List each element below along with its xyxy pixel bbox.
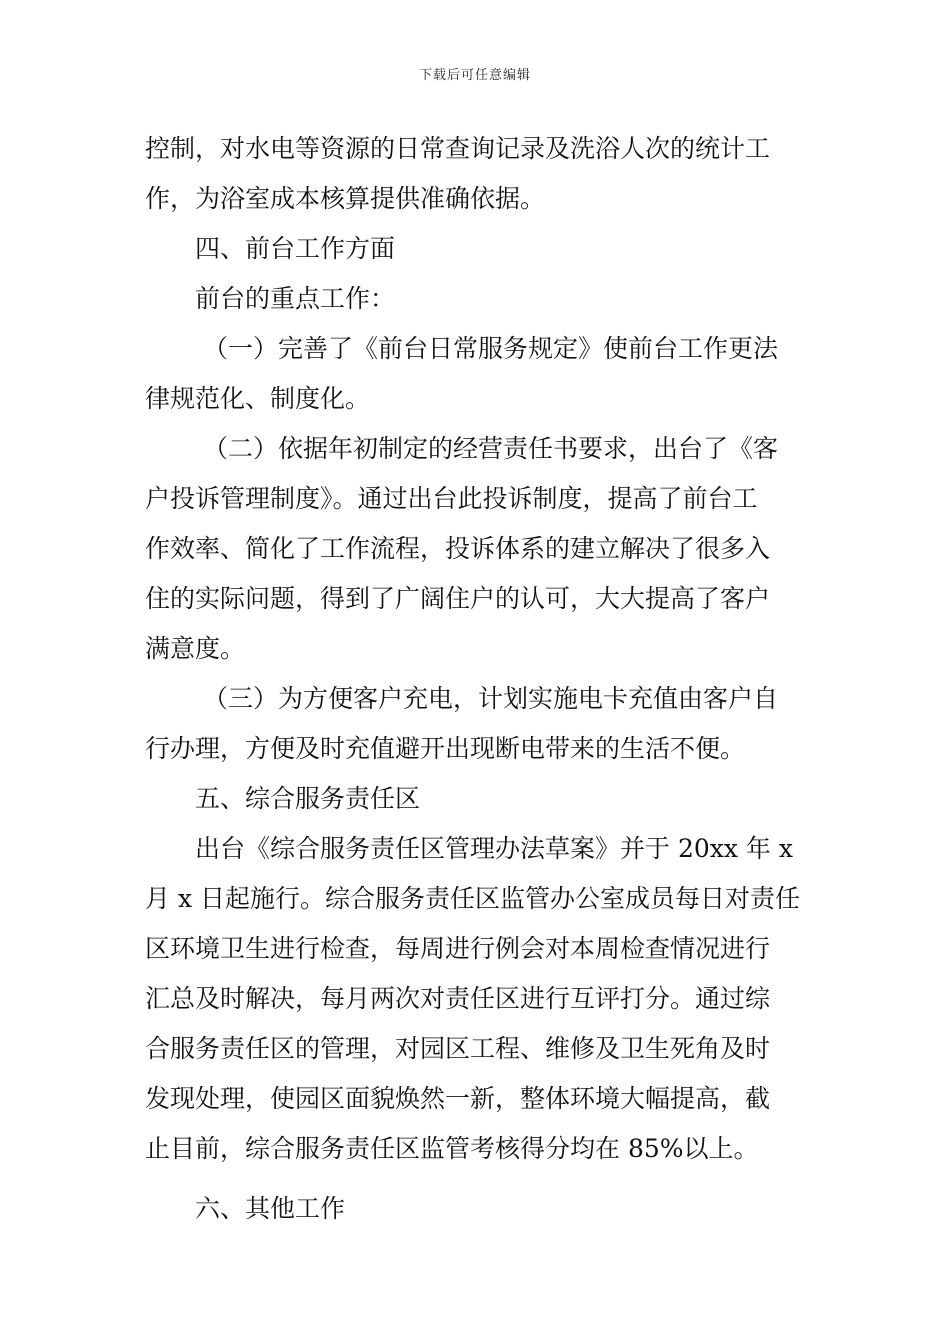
text-line: 控制，对水电等资源的日常查询记录及洗浴人次的统计工 xyxy=(145,134,771,163)
document-body xyxy=(145,124,810,1234)
text-line: 出台《综合服务责任区管理办法草案》并于 20xx 年 x xyxy=(195,834,793,863)
text-line: 作效率、简化了工作流程，投诉体系的建立解决了很多入 xyxy=(145,534,771,563)
section-heading-5: 五、综合服务责任区 xyxy=(195,784,421,813)
text-line: 户投诉管理制度》。通过出台此投诉制度，提高了前台工 xyxy=(145,484,758,513)
text-line: 住的实际问题，得到了广阔住户的认可，大大提高了客户 xyxy=(145,584,771,613)
section-heading-4: 四、前台工作方面 xyxy=(195,234,396,263)
text-line: 月 x 日起施行。综合服务责任区监管办公室成员每日对责任 xyxy=(145,884,800,913)
text-line: 行办理，方便及时充值避开出现断电带来的生活不便。 xyxy=(145,734,746,763)
text-line: 作，为浴室成本核算提供准确依据。 xyxy=(145,184,546,213)
text-line: 满意度。 xyxy=(145,634,246,663)
text-line: 前台的重点工作： xyxy=(195,284,396,313)
text-line: 汇总及时解决，每月两次对责任区进行互评打分。通过综 xyxy=(145,984,771,1013)
text-line: 发现处理，使园区面貌焕然一新，整体环境大幅提高，截 xyxy=(145,1084,771,1113)
text-line: 合服务责任区的管理，对园区工程、维修及卫生死角及时 xyxy=(145,1034,771,1063)
text-line: 区环境卫生进行检查，每周进行例会对本周检查情况进行 xyxy=(145,934,771,963)
list-item-3: （三）为方便客户充电，计划实施电卡充值由客户自 xyxy=(203,684,779,713)
page-header-note: 下载后可任意编辑 xyxy=(418,68,531,83)
list-item-2: （二）依据年初制定的经营责任书要求，出台了《客 xyxy=(203,434,779,463)
section-heading-6: 六、其他工作 xyxy=(195,1194,346,1223)
list-item-1: （一）完善了《前台日常服务规定》使前台工作更法 xyxy=(203,334,779,363)
text-line: 止目前，综合服务责任区监管考核得分均在 85%以上。 xyxy=(145,1134,759,1163)
text-line: 律规范化、制度化。 xyxy=(145,384,371,413)
